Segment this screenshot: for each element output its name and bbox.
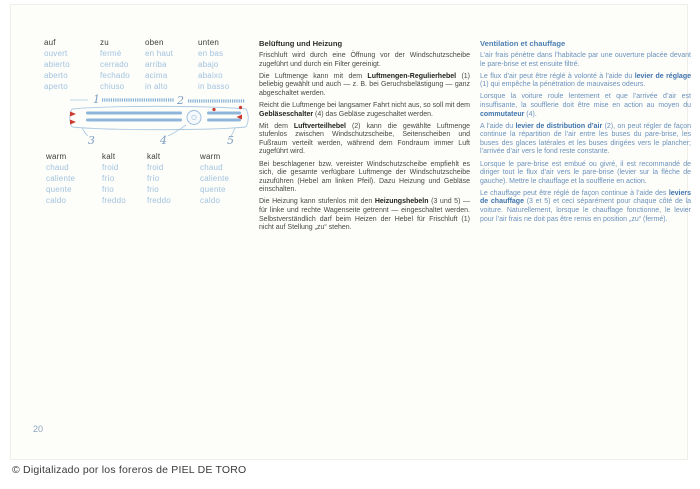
wordlist-temperature	[46, 151, 229, 206]
wordlist-headword: kalt	[147, 152, 161, 161]
wordlist-vent-positions	[44, 37, 229, 92]
wordlist-translation: frio	[102, 185, 114, 194]
dashboard-right-edge	[246, 109, 248, 127]
german-column	[259, 39, 470, 236]
wordlist-translation: caldo	[46, 196, 67, 205]
wordlist-translation: caliente	[46, 174, 76, 183]
wordlist-translation: fermé	[100, 49, 122, 58]
paragraph	[259, 198, 470, 232]
leader-line-4	[168, 125, 186, 136]
wordlist-column	[198, 37, 229, 92]
wordlist-translation: acima	[145, 71, 168, 80]
wordlist-translation: arriba	[145, 60, 167, 69]
wordlist-headword: auf	[44, 38, 56, 47]
bold-term: Heizungshebeln	[374, 198, 429, 206]
bold-term: Luftverteilhebel	[293, 122, 346, 130]
text-run: Mit dem	[259, 122, 294, 130]
wordlist-translation: in basso	[198, 82, 230, 91]
diagram-label-4: 4	[160, 134, 167, 147]
wordlist-translation: quente	[200, 185, 226, 194]
dashboard-bottom-edge	[72, 127, 246, 130]
wordlist-headword: kalt	[102, 152, 116, 161]
bold-term: Gebläseschalter	[259, 110, 314, 118]
french-title: Ventilation et chauffage	[480, 39, 566, 48]
paragraph	[480, 123, 691, 157]
text-run: Le flux d’air peut être réglé à volonté à l’aide du	[480, 72, 635, 80]
wordlist-translation: cerrado	[100, 60, 129, 69]
paragraph	[480, 52, 691, 69]
wordlist-column	[147, 151, 200, 206]
bold-term: levier de distribution d’air	[515, 122, 603, 130]
wordlist-translation: caldo	[200, 196, 221, 205]
wordlist-translation: en haut	[145, 49, 174, 58]
text-run: (3 et 5) et ceci séparément pour chaque côté de la voiture. Naturellement, lorsque le chauffage fonctionne, le levier pour l’air frais ne doit pas être remis en position „zu“ (fermé).	[480, 198, 691, 223]
wordlist-headword: oben	[145, 38, 164, 47]
red-arrow-left-upper	[70, 112, 76, 117]
paragraph	[480, 73, 691, 90]
wordlist-headword: warm	[200, 152, 221, 161]
text-run: (4) das Gebläse zugeschaltet werden.	[313, 110, 433, 118]
text-run: L’air frais pénètre dans l’habitacle par une ouverture placée devant le pare-brise et est ensuite filtré.	[480, 52, 691, 68]
text-run: Le chauffage peut être réglé de façon continue à l’aide des	[480, 189, 669, 197]
wordlist-column	[100, 37, 145, 92]
wordlist-translation: freddo	[147, 196, 171, 205]
wordlist-translation: abierto	[44, 60, 70, 69]
lever-slot-lower-right	[207, 119, 241, 122]
text-run: (1) qui empêche la pénétration de mauvaises odeurs.	[480, 81, 646, 89]
text-run: Lorsque la voiture roule lentement et que l’arrivée d’air est insuffisante, la soufflerie doit être mise en action au moyen du	[480, 93, 691, 109]
bold-term: leviers de chauffage	[480, 189, 691, 206]
diagram-label-3: 3	[88, 134, 95, 147]
bold-term: levier de réglage	[634, 72, 691, 80]
german-title: Belüftung und Heizung	[259, 39, 343, 48]
paragraph	[259, 161, 470, 195]
text-run: (4).	[524, 110, 537, 118]
text-run: Lorsque le pare-brise est embué ou givré, il est recommandé de diriger tout le flux d’air vers le pare-brise (levier sur la flèche de gauche). Mettre le chauffage et la soufflerie en action.	[480, 160, 691, 185]
paragraph	[480, 93, 691, 119]
text-run: (3 und 5) — für linke und rechte Wagenseite getrennt — eingeschaltet werden. Selbstverständlich darf beim Heizen der Hebel für Frischluft (1) nicht auf Stellung „zu“ stehen.	[259, 198, 470, 232]
diagram-label-5: 5	[227, 134, 234, 147]
wordlist-translation: abajo	[198, 60, 219, 69]
wordlist-translation: freddo	[102, 196, 126, 205]
dashboard-vent-diagram	[64, 91, 254, 151]
wordlist-translation: froid	[102, 163, 119, 172]
wordlist-headword: unten	[198, 38, 220, 47]
wordlist-column	[200, 151, 229, 206]
diagram-label-1: 1	[93, 93, 100, 106]
wordlist-translation: in alto	[145, 82, 168, 91]
lever-slot-upper-right	[207, 112, 241, 115]
wordlist-translation: aberto	[44, 71, 68, 80]
wordlist-translation: aperto	[44, 82, 68, 91]
paragraph	[259, 73, 470, 99]
dashboard-top-edge	[72, 106, 246, 109]
wordlist-translation: quente	[46, 185, 72, 194]
wordlist-translation: caliente	[200, 174, 230, 183]
lever-slot-lower-left	[86, 119, 182, 122]
german-paragraphs	[259, 52, 470, 233]
wordlist-translation: fechado	[100, 71, 130, 80]
text-run: Frischluft wird durch eine Öffnung vor der Windschutzscheibe zugeführt und durch ein Filter gereinigt.	[259, 52, 470, 68]
page-number: 20	[33, 424, 44, 434]
wordlist-column	[46, 151, 102, 206]
wordlist-column	[44, 37, 100, 92]
digitization-credit: © Digitalizado por los foreros de PIEL DE TORO	[12, 464, 247, 476]
red-dot-right	[239, 106, 242, 109]
lever-slot-upper-left	[86, 112, 182, 115]
bold-term: Luftmengen-Regulierhebel	[367, 72, 457, 80]
paragraph	[480, 190, 691, 224]
text-run: A l’aide du	[480, 122, 516, 130]
wordlist-translation: abaixo	[198, 71, 223, 80]
diagram-label-2: 2	[177, 94, 184, 107]
paragraph	[259, 102, 470, 119]
wordlist-headword: warm	[46, 152, 67, 161]
blower-switch-knob	[187, 111, 201, 125]
wordlist-translation: frío	[102, 174, 115, 183]
wordlist-translation: chiuso	[100, 82, 125, 91]
text-run: (1) beliebig gewählt und auch — z. B. bei Geruchsbelästigung — ganz abgeschaltet werden.	[259, 72, 471, 97]
wordlist-translation: frío	[147, 174, 160, 183]
red-arrow-left-lower	[70, 120, 76, 125]
bold-term: commutateur	[480, 110, 525, 118]
wordlist-translation: en bas	[198, 49, 224, 58]
text-run: Die Heizung kann stufenlos mit den	[259, 198, 375, 206]
text-run: (2) kann die gewählte Luftmenge stufenlos zwischen Windschutzscheibe, Seitenscheiben und Fußraum verteilt werden, während dem Fondraum immer Luft zugeführt wird.	[259, 122, 470, 156]
red-dot-middle	[212, 108, 215, 111]
wordlist-translation: frio	[147, 185, 159, 194]
french-paragraphs	[480, 52, 691, 224]
paragraph	[259, 123, 470, 157]
french-column	[480, 39, 691, 228]
text-run: Bei beschlagener bzw. vereister Windschutzscheibe empfiehlt es sich, die gesamte verfügbare Luftmenge der Windschutzscheibe zuzuführen (Hebel am linken Pfeil). Dazu Heizung und Gebläse einschalten.	[259, 160, 470, 194]
wordlist-translation: chaud	[200, 163, 223, 172]
wordlist-column	[145, 37, 198, 92]
wordlist-headword: zu	[100, 38, 109, 47]
paragraph	[480, 161, 691, 187]
wordlist-translation: chaud	[46, 163, 69, 172]
text-run: Die Luftmenge kann mit dem	[259, 72, 368, 80]
text-run: Reicht die Luftmenge bei langsamer Fahrt nicht aus, so soll mit dem	[259, 101, 470, 109]
wordlist-column	[102, 151, 147, 206]
manual-page	[10, 4, 692, 460]
wordlist-translation: ouvert	[44, 49, 68, 58]
text-run: (2), on peut régler de façon continue la répartition de l’air entre les buses du pare-brise, les buses des glaces latérales et les buses dirigées vers le plancher; l’arrivée d’air vers le fond reste constante.	[480, 122, 692, 156]
wordlist-translation: froid	[147, 163, 164, 172]
paragraph	[259, 52, 470, 69]
